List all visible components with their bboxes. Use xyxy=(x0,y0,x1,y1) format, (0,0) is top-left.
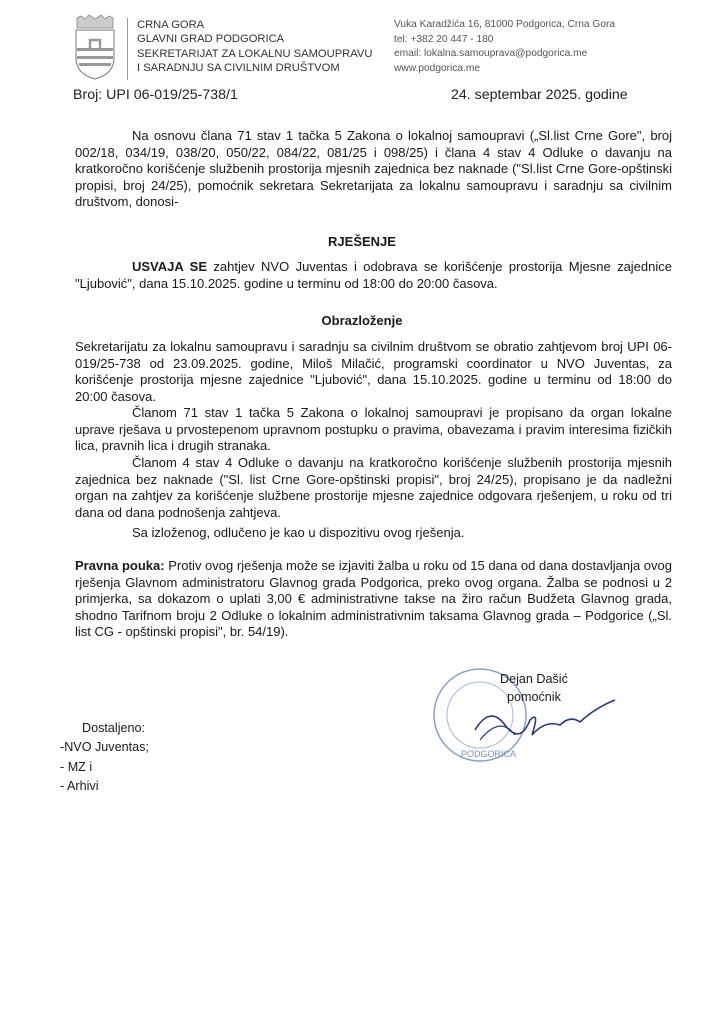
signatory-role: pomoćnik xyxy=(507,690,561,704)
delivery-title: Dostaljeno: xyxy=(82,721,146,735)
org-city: GLAVNI GRAD PODGORICA xyxy=(137,33,285,46)
org-country: CRNA GORA xyxy=(137,19,205,31)
signatory-name: Dejan Dašić xyxy=(500,672,568,686)
decision-paragraph xyxy=(75,259,672,292)
reasoning-title: Obrazloženje xyxy=(321,313,403,328)
contact-website: www.podgorica.me xyxy=(394,62,481,74)
signature-block xyxy=(500,670,568,706)
document-date: 24. septembar 2025. godine xyxy=(451,87,628,103)
contact-phone: tel: +382 20 447 - 180 xyxy=(394,33,494,45)
coat-of-arms-icon xyxy=(73,14,117,80)
legal-notice-label: Pravna pouka: xyxy=(75,558,165,573)
decision-text: zahtjev NVO Juventas i odobrava se korišćenje prostorija Mjesne zajednice "Ljubović", dana 15.10.2025. godine u terminu od 18:00 do 20:00 časova. xyxy=(75,259,672,291)
org-secretariat-line1: SEKRETARIJAT ZA LOKALNU SAMOUPRAVU xyxy=(137,47,373,60)
delivery-item-mz: - MZ i xyxy=(60,759,93,774)
contact-email: email: lokalna.samouprava@podgorica.me xyxy=(394,48,588,60)
delivery-list xyxy=(60,719,149,797)
contact-block xyxy=(394,18,615,76)
legal-notice-text: Protiv ovog rješenja može se izjaviti žalba u roku od 15 dana od dana dostavljanja ovog rješenja Glavnom administratoru Glavnog grada Podgorica, preko ovog organa. Žalba se podnosi u 2 primjerka, sa dokazom o uplati 3,00 € administrativne takse na žiro račun Budžeta Glavnog grada, shodno Tarifnom broju 2 Odluke o lokalnim administrativnim taksama Glavnog grada – Podgorice („Sl. list CG - opštinski propisi", br. 54/19). xyxy=(75,558,672,640)
decision-title: RJEŠENJE xyxy=(328,234,396,249)
decision-lead: USVAJA SE xyxy=(132,259,208,274)
organization-header xyxy=(137,18,372,76)
intro-paragraph: Na osnovu člana 71 stav 1 tačka 5 Zakona o lokalnoj samoupravi („Sl.list Crne Gore", broj 002/18, 034/19, 038/20, 050/22, 084/22, 081/25 i 098/25) i člana 4 stav 4 Odluke o davanju na kratkoročno korišćenje službenih prostorija mjesnih zajednica bez naknade ("Sl.list Crne Gore-opštinski propisi, broj 24/25), pomoćnik sekretara Sekretarijata za lokalnu samoupravu i saradnju sa civilnim društvom, donosi- xyxy=(75,128,672,210)
org-secretariat-line2: I SARADNJU SA CIVILNIM DRUŠTVOM xyxy=(137,62,340,75)
legal-notice xyxy=(75,558,672,641)
reasoning-paragraph-2: Članom 71 stav 1 tačka 5 Zakona o lokalnoj samoupravi je propisano da organ lokalne uprave rješava u prvostepenom upravnom postupku o pravima, obavezama i pravim interesima fizičkih lica, pravnih lica i drugih stranaka. xyxy=(75,405,672,454)
contact-address: Vuka Karadžića 16, 81000 Podgorica, Crna Gora xyxy=(394,19,616,30)
delivery-item-ngo: -NVO Juventas; xyxy=(60,740,149,755)
stamp-text: PODGORICA xyxy=(461,749,517,759)
reasoning-conclusion: Sa izloženog, odlučeno je kao u dispozitivu ovog rješenja. xyxy=(132,525,465,540)
delivery-item-archive: - Arhivi xyxy=(60,779,99,794)
header-divider xyxy=(127,18,128,80)
reasoning-paragraph-1: Sekretarijatu za lokalnu samoupravu i saradnju sa civilnim društvom se obratio zahtjevom broj UPI 06-019/25-738 od 23.09.2025. godine, Miloš Milačić, programski coordinator u NVO Juventas, za korišćenje prostorija mjesne zajednice "Ljubović", dana 15.10.2025. godine u terminu od 18:00 do 20:00 časova. xyxy=(75,339,672,404)
reasoning-paragraph-3: Članom 4 stav 4 Odluke o davanju na kratkoročno korišćenje službenih prostorija mjesnih zajednica bez naknade ("Sl. list Crne Gore-opštinski propisi", broj 24/25), propisano je da nadležni organ na zahtjev za korišćenje službene prostorije mjesne zajednice odgovara rješenjem, u roku od tri dana od dana podnošenja zahtjeva. xyxy=(75,455,672,520)
reference-number: Broj: UPI 06-019/25-738/1 xyxy=(73,87,238,103)
